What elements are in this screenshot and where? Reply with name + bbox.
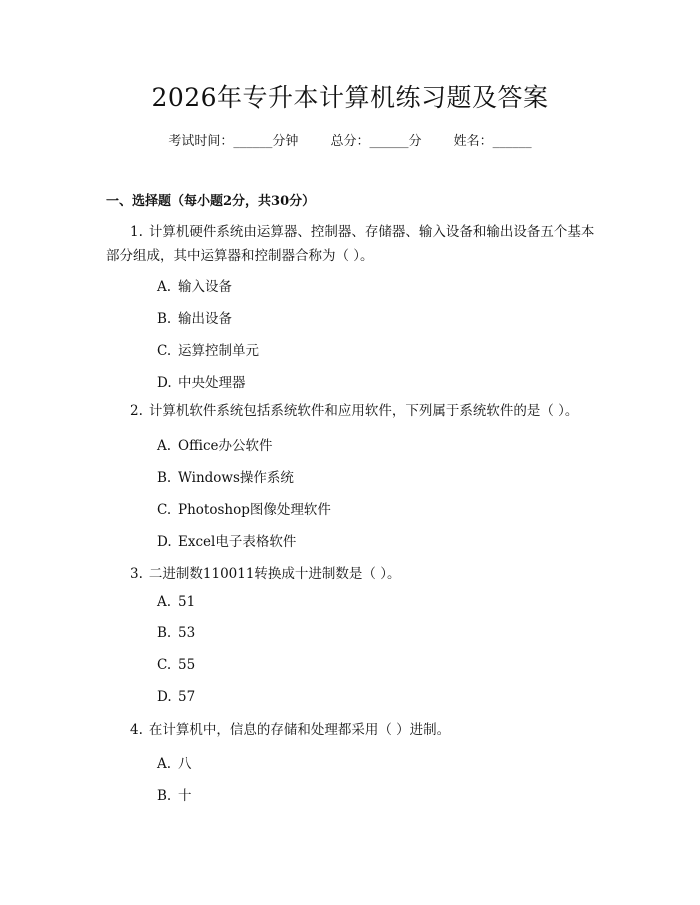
question-number: 4. bbox=[130, 722, 143, 738]
exam-time-field bbox=[168, 130, 298, 149]
option-letter: A. bbox=[157, 279, 172, 295]
option-text: Windows操作系统 bbox=[178, 470, 294, 486]
option-letter: C. bbox=[157, 657, 172, 673]
option-text: 53 bbox=[178, 625, 196, 641]
section-heading: 一、选择题（每小题2分，共30分） bbox=[106, 194, 316, 209]
option-item bbox=[157, 339, 259, 359]
option-text: 55 bbox=[178, 657, 196, 673]
option-item bbox=[157, 530, 296, 550]
document-title: 2026年专升本计算机练习题及答案 bbox=[151, 83, 549, 112]
question-text: 二进制数110011转换成十进制数是（ ）。 bbox=[148, 566, 401, 582]
question-number: 3. bbox=[130, 566, 143, 582]
option-letter: C. bbox=[157, 343, 172, 359]
option-text: 十 bbox=[178, 788, 192, 804]
option-letter: D. bbox=[157, 689, 172, 705]
option-item bbox=[157, 752, 192, 772]
total-score-blank: ______ bbox=[369, 134, 409, 149]
student-name-label: 姓名： bbox=[453, 134, 493, 149]
option-item bbox=[157, 689, 195, 705]
total-score-label: 总分： bbox=[330, 134, 370, 149]
option-text: Photoshop图像处理软件 bbox=[178, 502, 331, 518]
question-text: 在计算机中，信息的存储和处理都采用（ ）进制。 bbox=[148, 722, 451, 738]
option-letter: C. bbox=[157, 502, 172, 518]
option-item bbox=[157, 625, 195, 641]
option-text: 输出设备 bbox=[178, 311, 232, 327]
exam-time-label: 考试时间： bbox=[168, 134, 234, 149]
question-2-stem bbox=[130, 399, 610, 423]
option-item bbox=[157, 657, 195, 673]
total-score-field bbox=[330, 130, 421, 149]
option-text: 运算控制单元 bbox=[178, 343, 259, 359]
option-item bbox=[157, 434, 273, 454]
option-text: Office办公软件 bbox=[178, 438, 273, 454]
option-item bbox=[157, 594, 195, 610]
option-letter: D. bbox=[157, 534, 172, 550]
total-score-unit: 分 bbox=[408, 134, 422, 149]
question-number: 2. bbox=[130, 403, 143, 419]
option-text: 八 bbox=[178, 756, 192, 772]
option-item bbox=[157, 466, 294, 486]
option-letter: B. bbox=[157, 470, 172, 486]
question-text: 计算机软件系统包括系统软件和应用软件，下列属于系统软件的是（ ）。 bbox=[148, 403, 579, 419]
question-text: 计算机硬件系统由运算器、控制器、存储器、输入设备和输出设备五个基本部分组成，其中运算器和控制器合称为（ ）。 bbox=[106, 224, 595, 264]
option-item bbox=[157, 371, 246, 391]
option-letter: A. bbox=[157, 756, 172, 772]
option-letter: D. bbox=[157, 375, 172, 391]
student-name-field bbox=[454, 130, 532, 149]
question-4-stem bbox=[130, 718, 610, 742]
option-letter: B. bbox=[157, 788, 172, 804]
exam-time-unit: 分钟 bbox=[272, 134, 299, 149]
option-text: 输入设备 bbox=[178, 279, 232, 295]
option-text: Excel电子表格软件 bbox=[178, 534, 297, 550]
option-letter: A. bbox=[157, 594, 172, 610]
question-1-stem bbox=[106, 220, 596, 268]
option-text: 中央处理器 bbox=[178, 375, 246, 391]
option-text: 51 bbox=[178, 594, 196, 610]
student-name-blank: ______ bbox=[492, 134, 532, 149]
option-letter: B. bbox=[157, 311, 172, 327]
option-text: 57 bbox=[178, 689, 196, 705]
exam-info-line bbox=[0, 130, 700, 149]
option-letter: B. bbox=[157, 625, 172, 641]
option-item bbox=[157, 498, 331, 518]
option-letter: A. bbox=[157, 438, 172, 454]
question-number: 1. bbox=[130, 224, 143, 240]
exam-time-blank: ______ bbox=[233, 134, 273, 149]
option-item bbox=[157, 307, 232, 327]
question-3-stem bbox=[130, 562, 610, 586]
option-item bbox=[157, 784, 192, 804]
option-item bbox=[157, 275, 232, 295]
